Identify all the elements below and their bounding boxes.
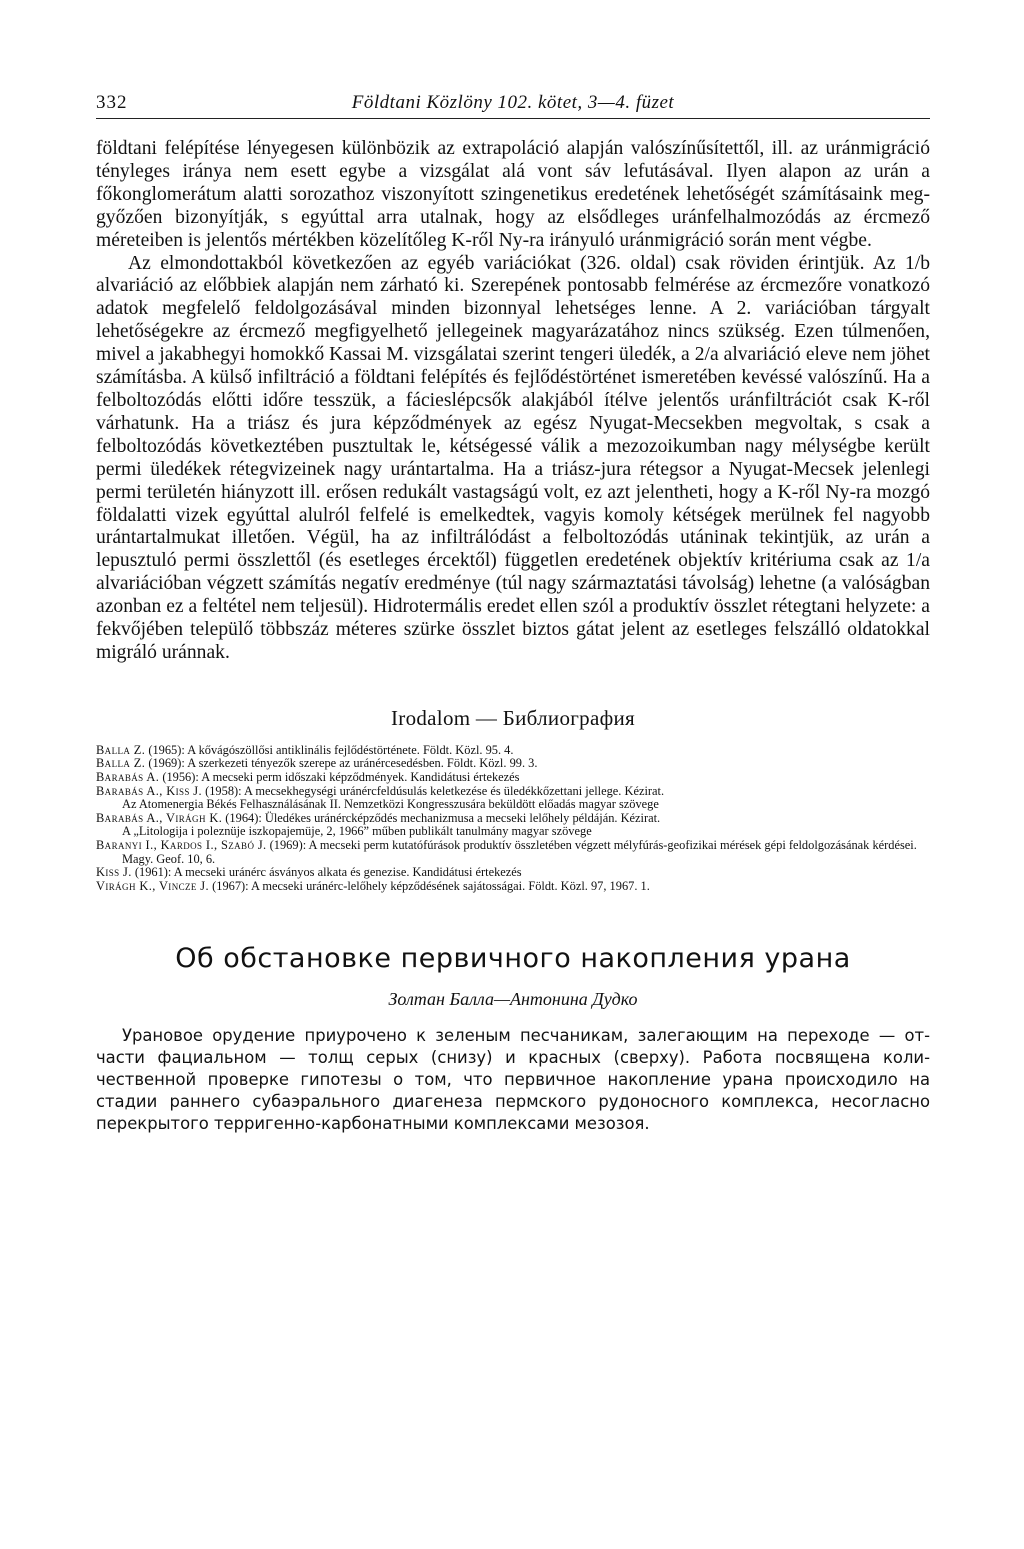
- references-list: [96, 744, 930, 894]
- reference-item: [96, 839, 930, 866]
- reference-text: (1964): Üledékes uránércképződés mechanizmusa a mecseki lelőhely példáján. Kézirat.: [222, 810, 661, 825]
- reference-text: A „Litologija i poleznüje iszkopajemüje, 2, 1966” műben publikált tanulmány magyar szövege: [122, 824, 592, 839]
- reference-author: Virágh K., Vincze J.: [96, 878, 210, 893]
- russian-summary-title: Об обстановке первичного накопления урана: [175, 943, 851, 975]
- reference-item: [96, 757, 930, 771]
- reference-author: Barabás A., Kiss J.: [96, 783, 203, 798]
- reference-item: [96, 771, 930, 785]
- reference-text: (1958): A mecsekhegységi uránércfeldúsulás keletkezése és üledékkőzettani jellege. Kézirat.: [202, 783, 665, 798]
- reference-author: Barabás A., Virágh K.: [96, 810, 223, 825]
- reference-item: [96, 866, 930, 880]
- reference-author: Kiss J.: [96, 865, 132, 880]
- reference-text: (1965): A kővágószöllősi antiklinális fejlődéstörténete. Földt. Közl. 95. 4.: [145, 742, 514, 757]
- reference-text: (1967): A mecseki uránérc-lelőhely képződésének sajátosságai. Földt. Közl. 97, 1967. 1.: [209, 878, 650, 893]
- running-header: [96, 88, 930, 119]
- journal-citation: Földtani Közlöny 102. kötet, 3—4. füzet: [351, 92, 675, 113]
- paragraph-1: földtani felépítése lényegesen különbözik az extrapoláció alapján valószínűsítettől, ill. az uránmigráció tényleges iránya nem esett egybe a vizsgálat alá vont sáv lefutásával. Ilyen alapon az urán a főkonglomerátum alatti sorozathoz viszonyított szingenetikus eredetének lehetőségét számításaink meggyőzően bizonyítják, s egyúttal arra utalnak, hogy az elsődleges uránfelhalmozódás az ércmező méreteiben is jelentős mértékben közelítőleg K-ről Ny-ra irányuló uránmigráció során ment végbe.: [96, 138, 930, 251]
- page: [96, 88, 930, 1135]
- reference-item: [96, 744, 930, 758]
- paragraph-2: Az elmondottakból következően az egyéb variációkat (326. oldal) csak röviden érintjük. Az 1/b alvariáció az előbbiek alapján nem zárható ki. Szerepének pontosabb felmérése az ércmezőre vonatkozó adatok megfelelő feldolgozásával minden bizonnyal lehetséges lenne. A 2. variációban tárgyalt lehetőségekre az ércmező megfigyelhető jellegeinek magyarázatához nincs szükség. Ezen túlmenően, mivel a jakabhegyi homokkő Kassai M. vizsgálatai szerint tengeri üledék, a 2/a alvariáció eleve nem jöhet számításba. A külső infiltráció a földtani felépítés és fejlődéstörténet ismeretében kevéssé valószínű. Ha a felboltozódás előtti időre tesszük, a fácieslépcsők alakjából ítélve jelentős uránfiltrációt csak K-ről várhatunk. Ha a triász és jura képződmények az egész Nyugat-Mecsekben megvoltak, s csak a felboltozódás következtében pusztultak le, kétségessé válik a mezozoikumban nagy mélységbe került permi üledékek rétegvizeinek nagy urántartalma. Ha a triász-jura rétegsor a Nyugat-Mecsek jelenlegi permi területén hiányzott ill. erősen redukált vastagságú volt, ez azt jelentheti, hogy a K-ről Ny-ra mozgó földalatti vizek egyúttal alulról felfelé is emelkedtek, vagyis komoly kétségek merülnek fel nagyobb urántartalmukat illetően. Végül, ha az infiltrálódást a felboltozódás utáninak tekintjük, az urán a lepusztuló permi összlettől (és esetleges ércektől) független eredetének objektív kritériuma csak az 1/a alvariációban végzett számítás negatív eredménye (túl nagy származtatási távolság) lehetne (a valóságban azonban ez a feltétel nem teljesül). Hidrotermális eredet ellen szól a produktív összlet rétegtani helyzete: a fekvőjében települő többszáz méteres szürke összlet biztos gátat jelent az esetleges felszálló oldatokkal migráló uránnak.: [96, 252, 930, 663]
- references-heading: Irodalom — Библиография: [391, 705, 635, 730]
- reference-text: (1956): A mecseki perm időszaki képződmények. Kandidátusi értekezés: [159, 770, 520, 785]
- page-number: 332: [96, 92, 128, 113]
- reference-author: Balla Z.: [96, 756, 146, 771]
- reference-note: [96, 825, 930, 839]
- reference-author: Balla Z.: [96, 742, 146, 757]
- reference-author: Baranyi I., Kardos I., Szabó J.: [96, 838, 267, 852]
- russian-summary-authors: Золтан Балла—Антонина Дудко: [388, 989, 638, 1010]
- reference-text: (1961): A mecseki uránérc ásványos alkata és genezise. Kandidátusi értekezés: [131, 865, 522, 880]
- reference-item: [96, 785, 930, 799]
- reference-text: (1969): A mecseki perm kutatófúrások produktív összletében végzett mélyfúrás-geofizikai mérések gépi feldolgozásának kérdései. Magy. Geof. 10, 6.: [122, 838, 917, 866]
- russian-abstract: Урановое орудение приурочено к зеленым песчаникам, залегающим на переходе — отчасти фациальном — толщ серых (снизу) и красных (сверху). Работа посвящена количественной проверке гипотезы о том, что первичное накопление урана происходило на стадии раннего субаэрального диагенеза пермского рудоносного комплекса, несогласно перекрытого терригенно-карбонатными комплексами мезозоя.: [96, 1026, 930, 1134]
- reference-note: [96, 798, 930, 812]
- reference-text: (1969): A szerkezeti tényezők szerepe az uránércesedésben. Földt. Közl. 99. 3.: [145, 756, 538, 771]
- reference-item: [96, 812, 930, 826]
- reference-item: [96, 880, 930, 894]
- body-text: [96, 138, 930, 665]
- reference-author: Barabás A.: [96, 770, 160, 785]
- reference-text: Az Atomenergia Békés Felhasználásának II. Nemzetközi Kongresszusára beküldött előadás magyar szövege: [122, 797, 659, 812]
